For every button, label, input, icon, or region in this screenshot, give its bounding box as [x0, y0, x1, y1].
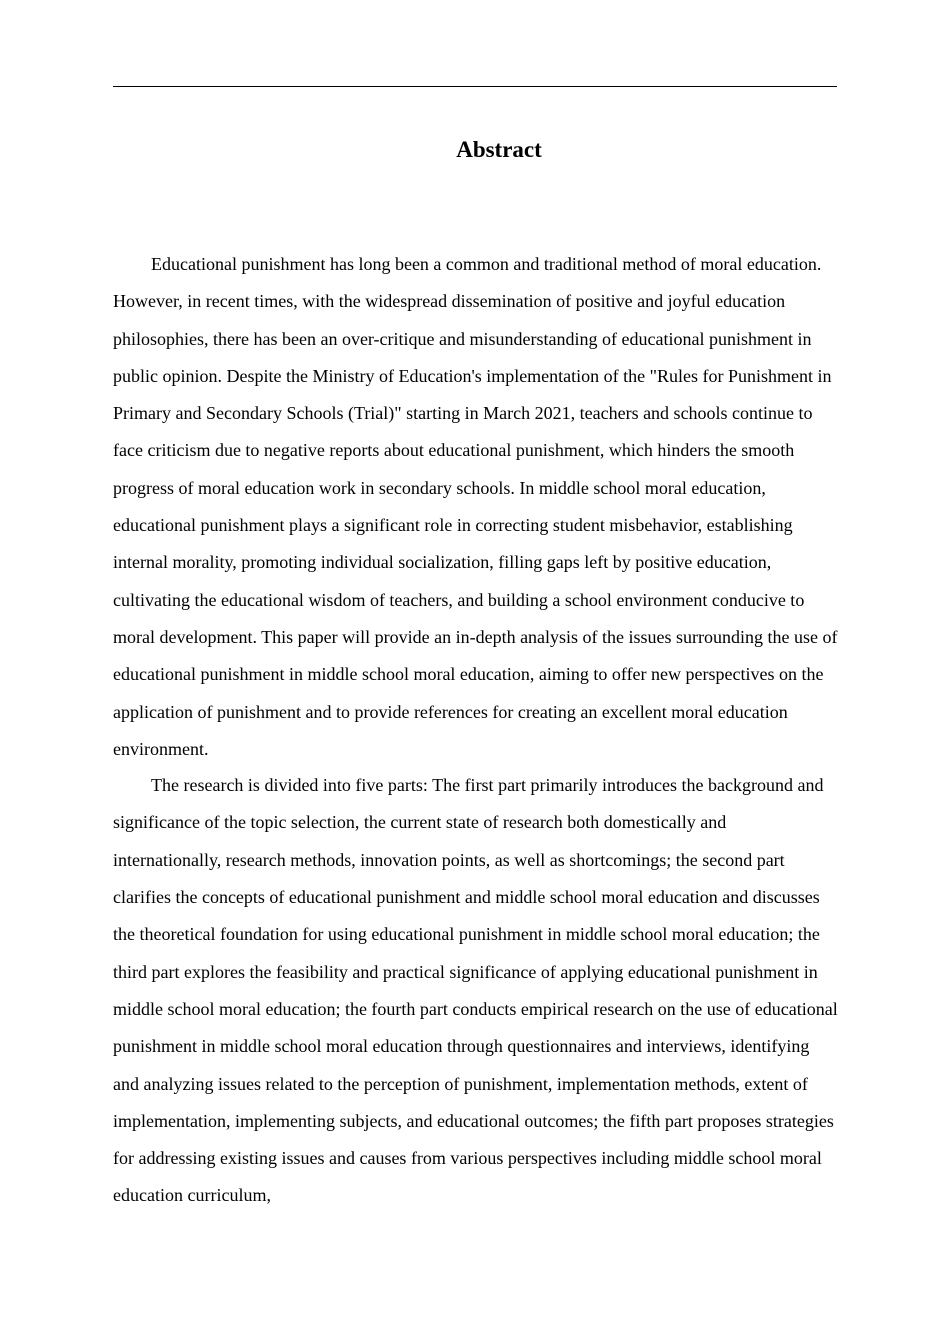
abstract-paragraph-2: The research is divided into five parts: The first part primarily introduces the background and significance of the topic selection, the current state of research both domestically and internationally, research methods, innovation points, as well as shortcomings; the second part clarifies the concepts of educational punishment and middle school moral education and discusses the theoretical foundation for using educational punishment in middle school moral education; the third part explores the feasibility and practical significance of applying educational punishment in middle school moral education; the fourth part conducts empirical research on the use of educational punishment in middle school moral education through questionnaires and interviews, identifying and analyzing issues related to the perception of punishment, implementation methods, extent of implementation, implementing subjects, and educational outcomes; the fifth part proposes strategies for addressing existing issues and causes from various perspectives including middle school moral education curriculum,: [113, 775, 838, 1206]
abstract-paragraph-1: Educational punishment has long been a common and traditional method of moral education. However, in recent times, with the widespread dissemination of positive and joyful education philosophies, there has been an over-critique and misunderstanding of educational punishment in public opinion. Despite the Ministry of Education's implementation of the "Rules for Punishment in Primary and Secondary Schools (Trial)" starting in March 2021, teachers and schools continue to face criticism due to negative reports about educational punishment, which hinders the smooth progress of moral education work in secondary schools. In middle school moral education, educational punishment plays a significant role in correcting student misbehavior, establishing internal morality, promoting individual socialization, filling gaps left by positive education, cultivating the educational wisdom of teachers, and building a school environment conducive to moral development. This paper will provide an in-depth analysis of the issues surrounding the use of educational punishment in middle school moral education, aiming to offer new perspectives on the application of punishment and to provide references for creating an excellent moral education environment.: [113, 254, 838, 759]
header-rule: [113, 86, 837, 87]
abstract-body: [113, 246, 839, 1215]
abstract-title: Abstract: [456, 137, 542, 162]
